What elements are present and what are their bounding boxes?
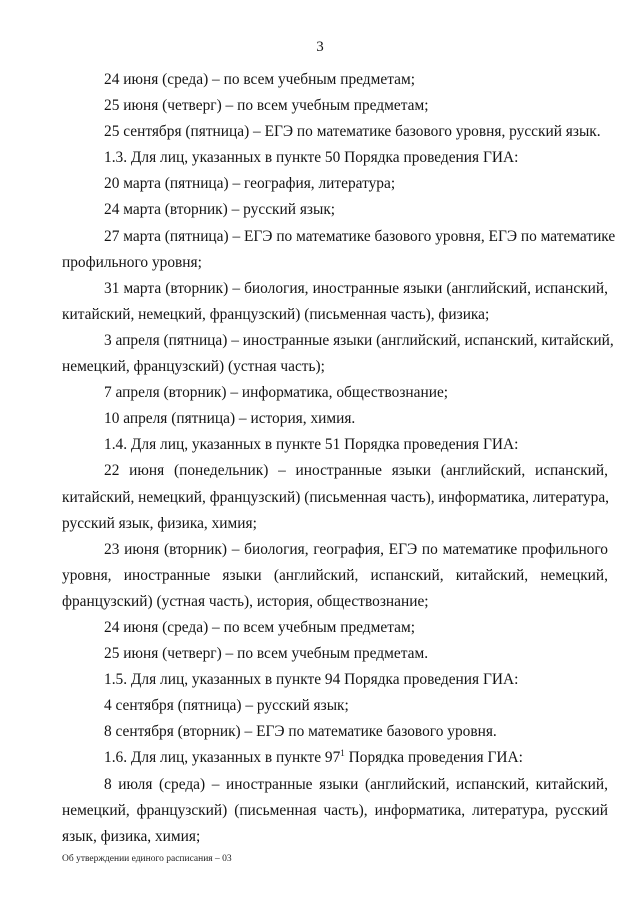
- paragraph: [62, 119, 608, 145]
- paragraph: [62, 171, 608, 197]
- paragraph-line: французский) (устная часть), история, обществознание;: [62, 592, 429, 610]
- paragraph: [62, 224, 616, 276]
- paragraph: [62, 615, 608, 641]
- paragraph-line: профильного уровня;: [62, 253, 202, 271]
- paragraph-line: 1.3. Для лиц, указанных в пункте 50 Порядка проведения ГИА:: [104, 149, 519, 167]
- paragraph: [62, 772, 608, 850]
- page-footer: Об утверждении единого расписания – 03: [62, 854, 232, 864]
- paragraph: [62, 667, 608, 693]
- paragraph: [62, 276, 608, 328]
- paragraph-line: 24 июня (среда) – по всем учебным предметам;: [104, 618, 415, 636]
- paragraph-line: 8 сентября (вторник) – ЕГЭ по математике базового уровня.: [104, 723, 497, 741]
- paragraph: [62, 93, 608, 119]
- paragraph: [62, 67, 608, 93]
- paragraph-line: 25 июня (четверг) – по всем учебным предметам;: [104, 97, 429, 115]
- paragraph: [62, 537, 608, 615]
- paragraph-line: 24 июня (среда) – по всем учебным предметам;: [104, 71, 415, 88]
- paragraph-line: русский язык, физика, химия;: [62, 514, 257, 532]
- paragraph-line: 23 июня (вторник) – биология, география, ЕГЭ по математике профильного: [104, 540, 608, 558]
- paragraph-line: 7 апреля (вторник) – информатика, обществознание;: [104, 384, 449, 402]
- paragraph: [62, 145, 608, 171]
- paragraph-line: 25 сентября (пятница) – ЕГЭ по математике базового уровня, русский язык.: [104, 123, 601, 141]
- page-number: 3: [316, 39, 324, 55]
- paragraph: [62, 458, 608, 536]
- paragraph-line: 20 марта (пятница) – география, литература;: [104, 175, 396, 193]
- paragraph-line: 31 марта (вторник) – биология, иностранные языки (английский, испанский,: [104, 279, 608, 297]
- paragraph-line: немецкий, французский) (письменная часть), информатика, литература, русский: [62, 801, 608, 819]
- paragraph-line: 10 апреля (пятница) – история, химия.: [104, 410, 356, 428]
- paragraph-text: Порядка проведения ГИА:: [344, 749, 523, 767]
- paragraph: [62, 745, 608, 771]
- paragraph: [62, 328, 614, 380]
- paragraph-line: китайский, немецкий, французский) (письменная часть), физика;: [62, 305, 490, 323]
- paragraph: [62, 693, 608, 719]
- paragraph-line: 1.6. Для лиц, указанных в пункте 97$^1$ Порядка проведения ГИА:: [104, 748, 523, 767]
- paragraph-line: 1.5. Для лиц, указанных в пункте 94 Порядка проведения ГИА:: [104, 671, 519, 689]
- paragraph-line: язык, физика, химия;: [62, 827, 201, 845]
- paragraph: [62, 641, 608, 667]
- paragraph-line: 22 июня (понедельник) – иностранные языки (английский, испанский,: [104, 462, 608, 480]
- paragraph-line: 4 сентября (пятница) – русский язык;: [104, 697, 349, 715]
- paragraph-line: 24 марта (вторник) – русский язык;: [104, 201, 336, 219]
- paragraph-line: китайский, немецкий, французский) (письменная часть), информатика, литература,: [62, 488, 610, 506]
- document-body: [62, 67, 616, 850]
- paragraph-line: немецкий, французский) (устная часть);: [62, 358, 325, 376]
- paragraph-line: 8 июля (среда) – иностранные языки (английский, испанский, китайский,: [104, 775, 608, 793]
- footnote-marker: 1: [340, 748, 345, 759]
- paragraph: [62, 406, 608, 432]
- paragraph-line: уровня, иностранные языки (английский, испанский, китайский, немецкий,: [62, 566, 608, 584]
- paragraph-line: 3 апреля (пятница) – иностранные языки (английский, испанский, китайский,: [104, 331, 614, 349]
- paragraph: [62, 432, 608, 458]
- paragraph: [62, 719, 608, 745]
- paragraph-line: 27 марта (пятница) – ЕГЭ по математике базового уровня, ЕГЭ по математике: [104, 227, 616, 245]
- paragraph: [62, 380, 608, 406]
- paragraph-line: 25 июня (четверг) – по всем учебным предметам.: [104, 645, 429, 663]
- paragraph-line: 1.4. Для лиц, указанных в пункте 51 Порядка проведения ГИА:: [104, 436, 519, 454]
- paragraph: [62, 197, 608, 223]
